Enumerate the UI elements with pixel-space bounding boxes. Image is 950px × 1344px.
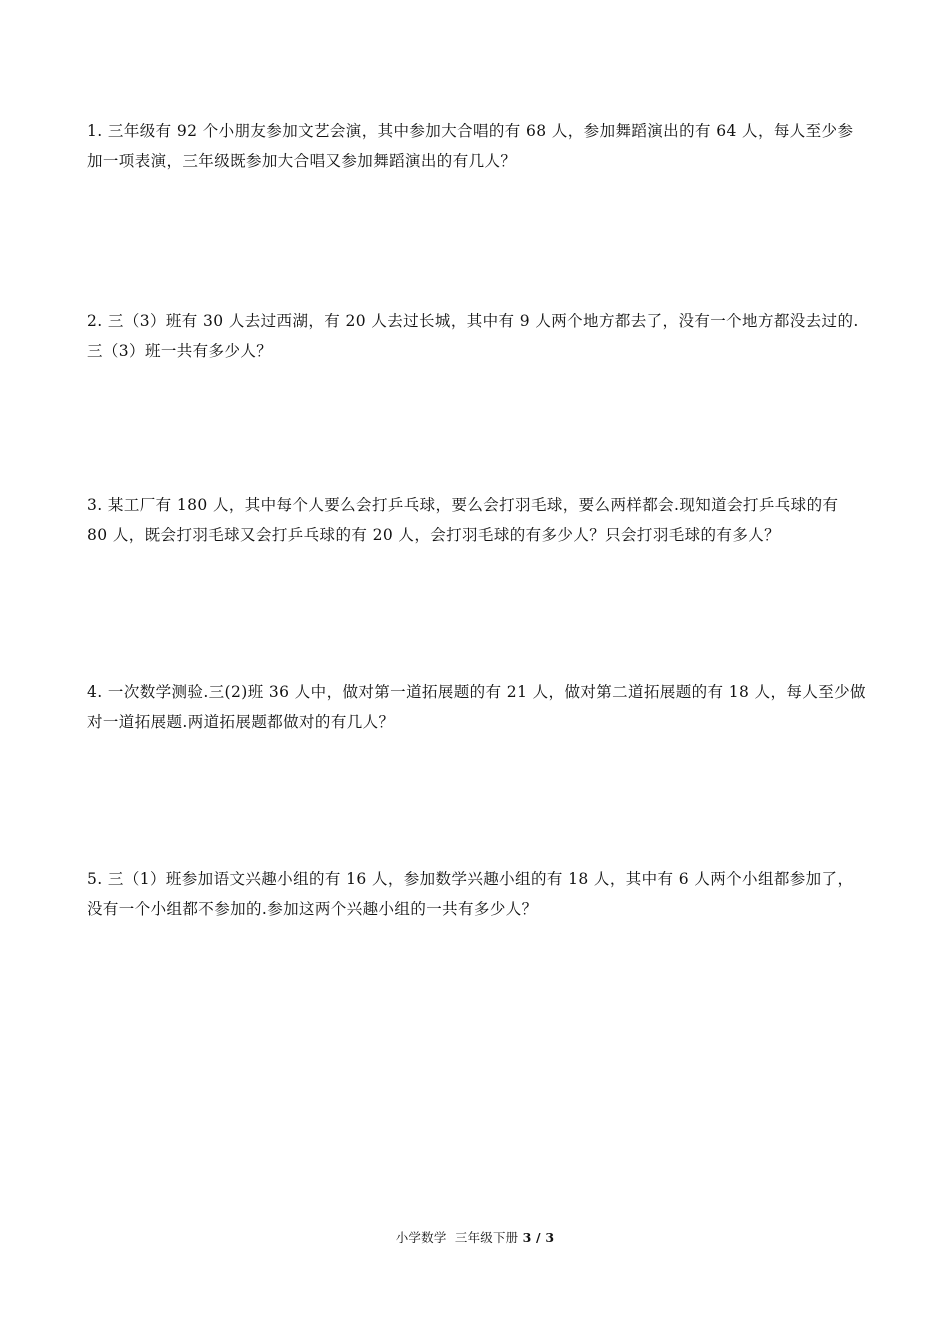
problem-line: 80 人，既会打羽毛球又会打乒乓球的有 20 人，会打羽毛球的有多少人？只会打羽毛球的有多人？: [87, 526, 781, 544]
problem-line: 三（3）班一共有多少人？: [87, 342, 273, 360]
problem-3: [87, 490, 867, 550]
page-number: 3 / 3: [522, 1230, 555, 1245]
page-footer: [0, 1228, 950, 1246]
problem-1: [87, 116, 867, 176]
problem-line: 对一道拓展题.两道拓展题都做对的有几人？: [87, 713, 395, 731]
problem-line: 1. 三年级有 92 个小朋友参加文艺会演，其中参加大合唱的有 68 人，参加舞蹈演出的有 64 人，每人至少参: [87, 122, 854, 140]
problem-line: 2. 三（3）班有 30 人去过西湖，有 20 人去过长城，其中有 9 人两个地方都去了，没有一个地方都没去过的.: [87, 312, 859, 330]
problem-line: 加一项表演，三年级既参加大合唱又参加舞蹈演出的有几人？: [87, 152, 517, 170]
problem-line: 3. 某工厂有 180 人，其中每个人要么会打乒乓球，要么会打羽毛球，要么两样都会.现知道会打乒乓球的有: [87, 496, 839, 514]
problem-2: [87, 306, 867, 366]
problem-line: 5. 三（1）班参加语文兴趣小组的有 16 人，参加数学兴趣小组的有 18 人，其中有 6 人两个小组都参加了，: [87, 870, 854, 888]
footer-label: 小学数学 三年级下册: [395, 1230, 519, 1245]
problem-5: [87, 864, 867, 924]
problem-4: [87, 677, 867, 737]
problem-line: 4. 一次数学测验.三(2)班 36 人中，做对第一道拓展题的有 21 人，做对第二道拓展题的有 18 人，每人至少做: [87, 683, 866, 701]
problem-line: 没有一个小组都不参加的.参加这两个兴趣小组的一共有多少人？: [87, 900, 538, 918]
